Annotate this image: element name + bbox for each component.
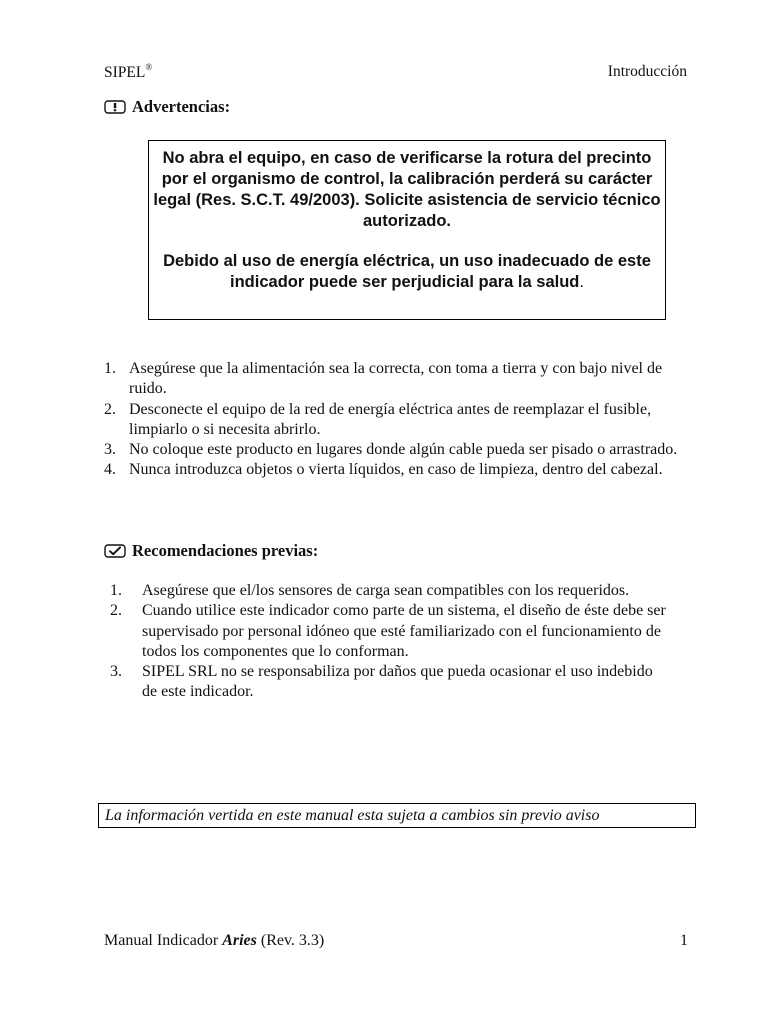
list-item: [104, 460, 684, 480]
warning-paragraph-1: No abra el equipo, en caso de verificarse la rotura del precinto por el organismo de control, la calibración perderá su carácter legal (Res. S.C.T. 49/2003). Solicite asistencia de servicio técnico autorizado.: [153, 149, 661, 230]
warning-paragraph-2-text: Debido al uso de energía eléctrica, un uso inadecuado de este indicador puede ser perjudicial para la salud: [163, 252, 651, 291]
list-item-number: 2.: [104, 400, 116, 418]
warning-paragraph-2: [149, 251, 665, 293]
recommendations-heading: [104, 541, 318, 561]
list-item-text: Asegúrese que el/los sensores de carga sean compatibles con los requeridos.: [142, 582, 630, 599]
list-item: [108, 662, 668, 703]
list-item-text: Desconecte el equipo de la red de energía eléctrica antes de reemplazar el fusible, limpiarlo o si necesita abrirlo.: [129, 400, 652, 438]
list-item-text: Cuando utilice este indicador como parte de un sistema, el diseño de éste debe ser supervisado por personal idóneo que esté familiarizado con el funcionamiento de todos los componentes que lo conforman.: [142, 602, 666, 660]
list-item-number: 1.: [104, 360, 116, 377]
recommendations-title: Recomendaciones previas:: [132, 541, 319, 560]
header-section-title: Introducción: [607, 63, 687, 80]
recommendations-list: [108, 581, 668, 703]
warnings-title: Advertencias:: [132, 97, 231, 116]
warning-box: [148, 140, 666, 320]
list-item: [108, 581, 668, 601]
warnings-list: [104, 359, 684, 481]
registered-mark: ®: [145, 62, 153, 72]
list-item-number: 2.: [110, 602, 122, 620]
footer-manual-prefix: Manual Indicador: [104, 932, 219, 949]
list-item: [104, 400, 684, 441]
list-item-text: Nunca introduzca objetos o vierta líquidos, en caso de limpieza, dentro del cabezal.: [129, 461, 663, 479]
list-item-number: 3.: [110, 663, 122, 681]
list-item: [104, 359, 684, 400]
change-notice: La información vertida en este manual esta sujeta a cambios sin previo aviso: [98, 803, 696, 828]
header-brand: [104, 63, 152, 82]
list-item-text: Asegúrese que la alimentación sea la correcta, con toma a tierra y con bajo nivel de ruido.: [129, 360, 663, 398]
exclamation-box-icon: [104, 100, 126, 114]
footer-model-name: Aries: [222, 932, 257, 949]
list-item-number: 3.: [104, 441, 116, 459]
list-item-number: 4.: [104, 461, 116, 479]
list-item-text: No coloque este producto en lugares donde algún cable pueda ser pisado o arrastrado.: [129, 441, 678, 459]
warning-paragraph-2-period: .: [579, 273, 584, 291]
footer-manual-title: [104, 932, 324, 950]
warnings-heading: [104, 97, 230, 117]
list-item-number: 1.: [110, 582, 122, 599]
footer-revision: (Rev. 3.3): [260, 932, 325, 949]
page-number: 1: [680, 932, 688, 949]
brand-name: SIPEL: [104, 64, 146, 82]
list-item: [104, 440, 684, 460]
checkmark-box-icon: [104, 544, 126, 558]
list-item-text: SIPEL SRL no se responsabiliza por daños que pueda ocasionar el uso indebido de este indicador.: [142, 663, 653, 701]
list-item: [108, 601, 668, 662]
